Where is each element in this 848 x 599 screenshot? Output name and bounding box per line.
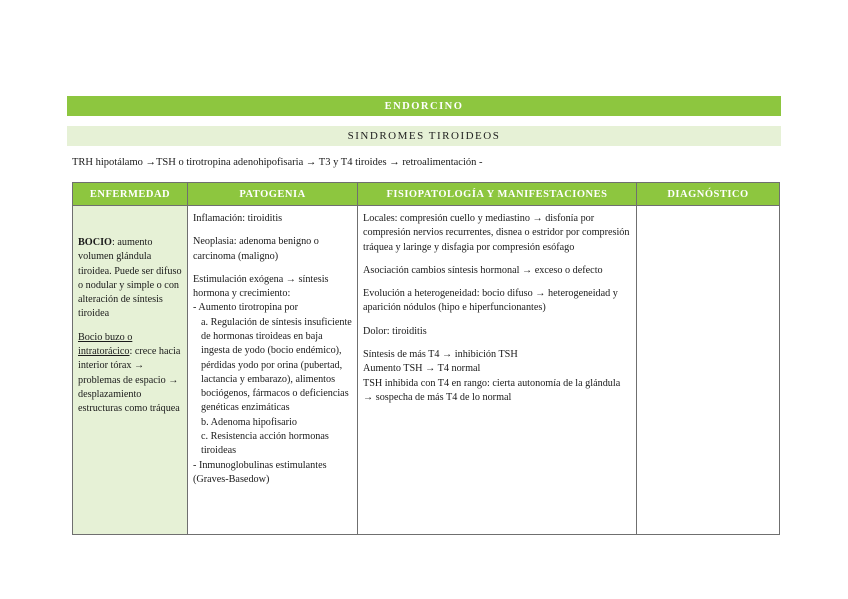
subsection-title: SINDROMES TIROIDEOS — [347, 130, 501, 142]
patogenia-item: a. Regulación de síntesis insuficiente de hormonas tiroideas en baja ingesta de yodo (bocio endémico), pérdidas yodo por orina (pubertad, lactancia y embarazo), alimentos bociógenos, fármacos o deficiencias genéticas enzimáticas — [201, 316, 352, 414]
patogenia-item: b. Adenoma hipofisario — [201, 416, 297, 428]
fisiopatologia-item: Evolución a heterogeneidad: bocio difuso → heterogeneidad y aparición nódulos (hipo e hiperfuncionantes) — [363, 288, 618, 314]
bocio-buzo-definition: Bocio buzo o intratorácico: crece hacia interior tórax → problemas de espacio → desplazamiento estructuras como tráquea — [78, 331, 181, 415]
fisiopatologia-item: Aumento TSH → T4 normal — [363, 363, 481, 375]
bocio-term: BOCIO — [78, 237, 112, 248]
fisiopatologia-item: Síntesis de más T4 → inhibición TSH — [363, 348, 518, 360]
bocio-definition: BOCIO: aumento volumen glándula tiroidea. Puede ser difuso o nodular y simple o con alteración de síntesis tiroidea — [78, 237, 182, 320]
patogenia-item: c. Resistencia acción hormonas tiroideas — [201, 430, 329, 457]
subsection-title-bar — [67, 126, 781, 146]
intro-line: TRH hipotálamo →TSH o tirotropina adenohipofisaria → T3 y T4 tiroides → retroalimentación - — [72, 157, 483, 168]
patogenia-item: - Aumento tirotropina por — [193, 302, 298, 314]
patogenia-item: Estimulación exógena → síntesis hormona y crecimiento: — [193, 273, 329, 300]
table-row — [73, 206, 780, 535]
header-enfermedad: ENFERMEDAD — [73, 183, 188, 206]
cell-fisiopatologia — [358, 206, 637, 535]
cell-patogenia — [188, 206, 358, 535]
patogenia-item: - Inmunoglobulinas estimulantes (Graves-Basedow) — [193, 459, 327, 485]
fisiopatologia-item: TSH inhibida con T4 en rango: cierta autonomía de la glándula → sospecha de más T4 de lo normal — [363, 377, 621, 403]
section-title-bar — [67, 96, 781, 116]
header-patogenia: PATOGENIA — [188, 183, 358, 206]
patogenia-item: Neoplasia: adenoma benigno o carcinoma (maligno) — [193, 236, 319, 262]
table-header-row — [73, 183, 780, 206]
fisiopatologia-item: Locales: compresión cuello y mediastino → disfonía por compresión nervios recurrentes, disnea o estridor por compresión tráquea y laringe y disfagia por compresión esófago — [363, 213, 630, 253]
cell-enfermedad — [73, 206, 188, 535]
header-diagnostico: DIAGNÓSTICO — [637, 183, 780, 206]
patogenia-item: Inflamación: tiroiditis — [193, 213, 283, 224]
cell-diagnostico — [637, 206, 780, 535]
section-title: ENDORCINO — [384, 100, 464, 112]
bocio-buzo-term: Bocio buzo o intratorácico — [78, 331, 133, 357]
fisiopatologia-item: Dolor: tiroiditis — [363, 325, 427, 337]
syndromes-table — [72, 182, 780, 535]
header-fisiopatologia: FISIOPATOLOGÍA Y MANIFESTACIONES — [358, 183, 637, 206]
fisiopatologia-item: Asociación cambios síntesis hormonal → exceso o defecto — [363, 264, 603, 276]
